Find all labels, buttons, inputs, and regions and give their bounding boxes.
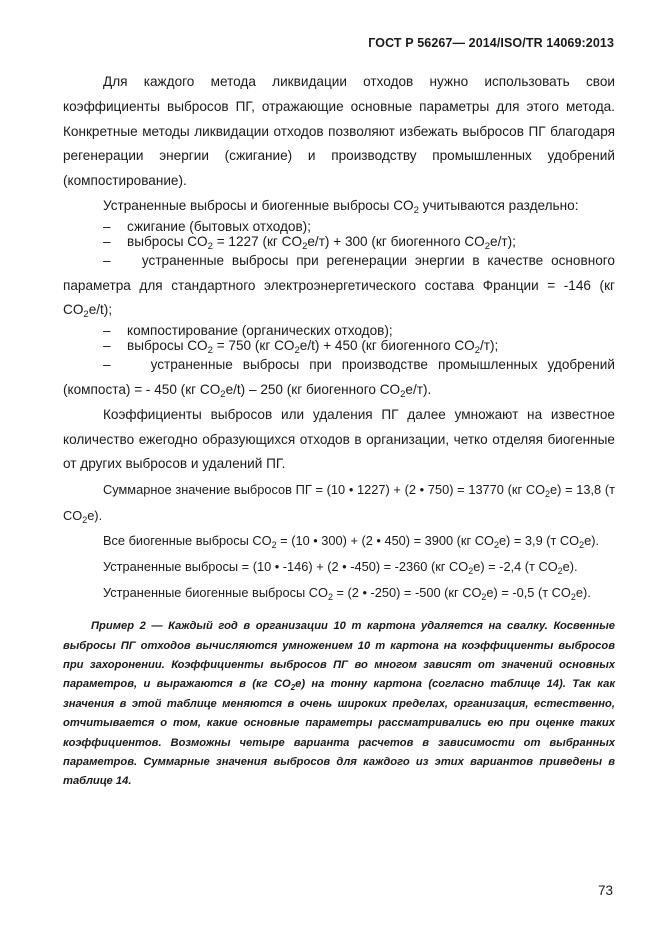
dash-marker: –: [103, 233, 111, 249]
subscript: 2: [207, 240, 213, 252]
calc-biogenic-emissions: Все биогенные выбросы $CO_2 = (10$ • 300) + (2 • 450) = 3900 (кг $CO_2e) = 3,9$ (т $CO_2e$).: [103, 533, 600, 551]
calc-total-emissions: Суммарное значение выбросов ПГ = (10 • 1227) + (2 • 750) = 13770 (кг $CO_2e) = 13,8$ (т $CO_2e$).: [63, 482, 615, 525]
page-content: [63, 70, 615, 803]
calc-avoided-biogenic-emissions: Устраненные биогенные выбросы $CO_2 = (2$ • -250) = -500 (кг $CO_2e) = -0,5$ (т $CO_2e$).: [103, 584, 591, 602]
list-item-incineration-emissions: [63, 233, 615, 252]
subscript: 2: [302, 240, 308, 252]
subscript: 2: [484, 240, 491, 252]
dash-marker: –: [103, 357, 111, 373]
dash-marker: –: [103, 323, 111, 339]
subscript: 2: [493, 540, 499, 551]
list-item-text: устраненные выбросы при производстве промышленных удобрений (компоста) = - 450 (кг $CO_2e/t) - 250$ (кг биогенного $CO_2e/т$).: [63, 357, 615, 400]
subscript: 2: [327, 591, 333, 602]
subscript: 2: [220, 388, 226, 400]
subscript: 2: [545, 489, 551, 500]
paragraph-waste-methods: Для каждого метода ликвидации отходов нужно использовать свои коэффициенты выбросов ПГ, отражающие основные параметры для этого метода. Конкретные методы ликвидации отходов позволяют избежать выбросов ПГ благодаря регенерации энергии (сжигание) и производству промышленных удобрений (компостирование).: [63, 74, 615, 189]
document-header: ГОСТ Р 56267— 2014/ISO/TR 14069:2013: [368, 36, 614, 50]
subscript: 2: [579, 540, 585, 551]
dash-marker: –: [103, 338, 111, 354]
subscript: 2: [294, 345, 300, 357]
subscript: 2: [290, 683, 296, 693]
dash-marker: –: [103, 252, 111, 268]
subscript: 2: [474, 345, 481, 357]
list-item-text: сжигание (бытовых отходов);: [127, 218, 311, 234]
page-number: 73: [597, 883, 613, 898]
list-item-composting-emissions: [63, 338, 615, 357]
paragraph-coefficients: Коэффициенты выбросов или удаления ПГ далее умножают на известное количество ежегодно образующихся отходов в организации, четко отделяя биогенные от других выбросов и удалений ПГ.: [63, 406, 615, 472]
subscript: 2: [400, 388, 406, 400]
subscript: 2: [82, 514, 88, 525]
list-item-incineration-avoided: [63, 249, 615, 323]
subscript: 2: [271, 540, 277, 551]
calc-avoided-emissions: Устраненные выбросы = (10 • -146) + (2 • -450) = -2360 (кг $CO_2e) = -2,4$ (т $CO_2e$).: [103, 558, 578, 576]
dash-marker: –: [103, 218, 111, 234]
list-item-incineration: [63, 219, 615, 234]
subscript: 2: [413, 204, 419, 216]
paragraph-separate-accounting: Устраненные выбросы и биогенные выбросы $CO_2$ учитываются раздельно:: [103, 197, 579, 216]
example-note: Пример 2 — Каждый год в организации 10 т картона удаляется на свалку. Косвенные выбросы ПГ отходов вычисляются умножением 10 т картона на коэффициенты выбросов при захоронении. Коэффициенты выбросов ПГ во многом зависят от значений основных параметров, и выражаются в (кг $CO_2e$) на тонну картона (согласно таблице 14). Так как значения в этой таблице меняются в очень широких пределах, организация, естественно, отчитывается о том, какие основные параметры рассматривались ею при оценке таких коэффициентов. Возможны четыре варианта расчетов в зависимости от выбранных параметров. Суммарные значения выбросов для каждого из этих вариантов приведены в таблице 14.: [63, 620, 615, 788]
list-item-composting-avoided: [63, 353, 615, 403]
list-item-text: устраненные выбросы при регенерации энергии в качестве основного параметра для стандартного электроэнергетического состава Франции = -146 (кг $CO_2e/t$);: [63, 252, 615, 321]
list-item-text: выбросы $CO_2 = 750$ (кг $CO_2e/t) + 450$ (кг биогенного $CO_2/т$);: [127, 338, 499, 357]
subscript: 2: [570, 591, 576, 602]
subscript: 2: [207, 345, 213, 357]
subscript: 2: [83, 309, 89, 321]
list-item-text: выбросы $CO_2 = 1227$ (кг $CO_2e/т) + 300$ (кг биогенного $CO_2e/т$);: [127, 233, 516, 252]
subscript: 2: [557, 565, 563, 576]
subscript: 2: [481, 591, 487, 602]
list-item-composting: [63, 323, 615, 338]
subscript: 2: [468, 565, 474, 576]
list-item-text: компостирование (органических отходов);: [127, 323, 393, 339]
